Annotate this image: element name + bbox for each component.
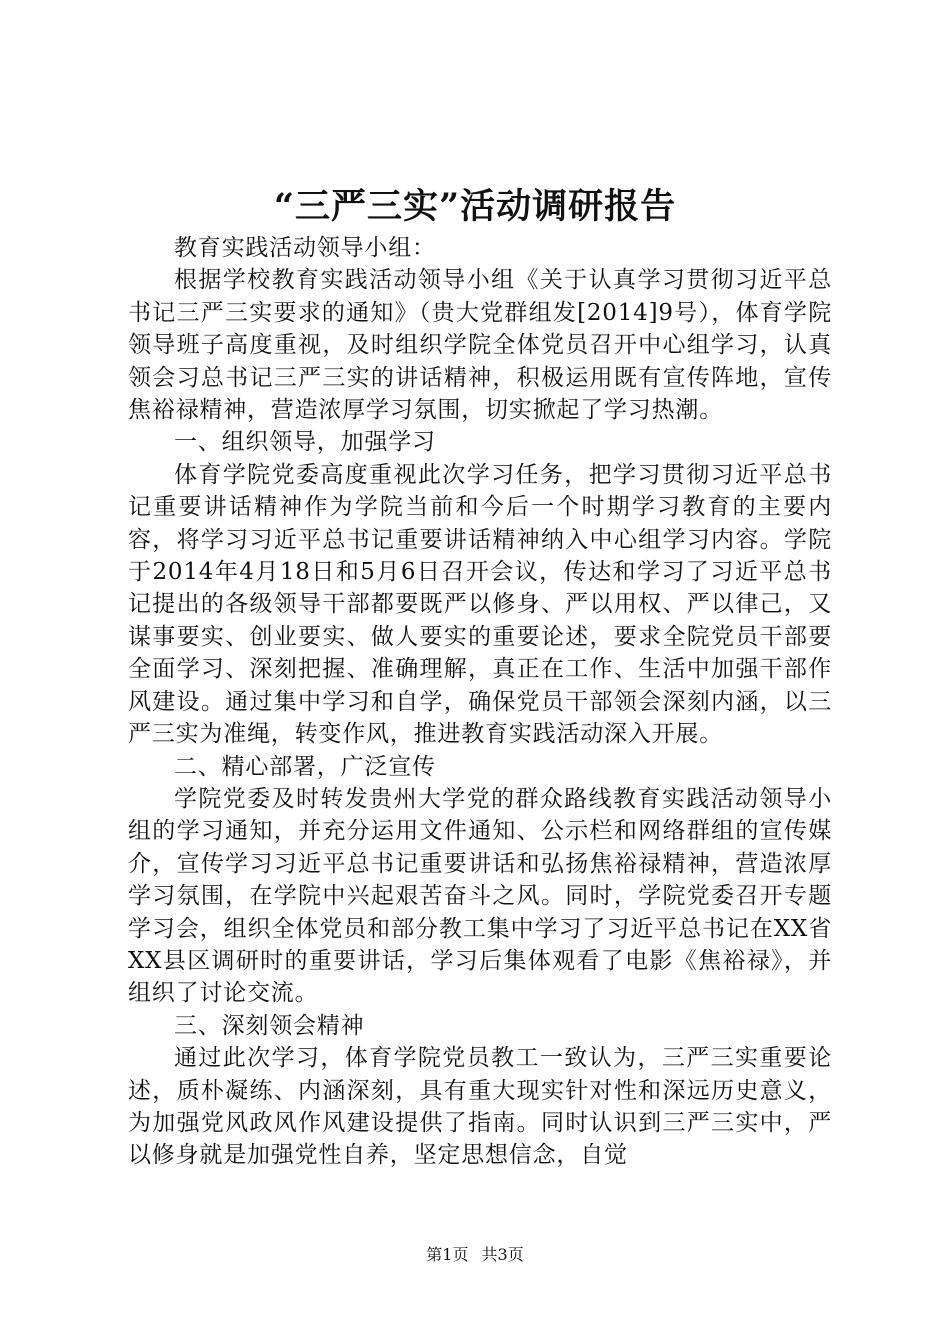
paragraph-section-1: 体育学院党委高度重视此次学习任务，把学习贯彻习近平总书记重要讲话精神作为学院当前和今后一个时期学习教育的主要内容，将学习习近平总书记重要讲话精神纳入中心组学习内容。学院于2014年4月18日和5月6日召开会议，传达和学习了习近平总书记提出的各级领导干部都要既严以修身、严以用权、严以律己，又谋事要实、创业要实、做人要实的重要论述，要求全院党员干部要全面学习、深刻把握、准确理解，真正在工作、生活中加强干部作风建设。通过集中学习和自学，确保党员干部领会深刻内涵，以三严三实为准绳，转变作风，推进教育实践活动深入开展。 (128, 461, 832, 748)
page-number: 第1页 (426, 1245, 469, 1264)
section-heading-1: 一、组织领导，加强学习 (174, 429, 436, 456)
section-heading-2: 二、精心部署，广泛宣传 (174, 753, 436, 780)
page-total: 共3页 (481, 1245, 524, 1264)
section-heading-3: 三、深刻领会精神 (174, 1012, 365, 1039)
paragraph-intro: 根据学校教育实践活动领导小组《关于认真学习贯彻习近平总书记三严三实要求的通知》（贵大党群组发[2014]9号），体育学院领导班子高度重视，及时组织学院全体党员召开中心组学习，认真领会习总书记三严三实的讲话精神，积极运用既有宣传阵地，宣传焦裕禄精神，营造浓厚学习氛围，切实掀起了学习热潮。 (128, 267, 832, 424)
paragraph-salutation: 教育实践活动领导小组： (174, 235, 436, 261)
page-footer (0, 1244, 950, 1266)
paragraph-section-3: 通过此次学习，体育学院党员教工一致认为，三严三实重要论述，质朴凝练、内涵深刻，具有重大现实针对性和深远历史意义，为加强党风政风作风建设提供了指南。同时认识到三严三实中，严以修身就是加强党性自养，坚定思想信念，自觉 (128, 1045, 832, 1169)
paragraph-section-2: 学院党委及时转发贵州大学党的群众路线教育实践活动领导小组的学习通知，并充分运用文件通知、公示栏和网络群组的宣传媒介，宣传学习习近平总书记重要讲话和弘扬焦裕禄精神，营造浓厚学习氛围，在学院中兴起艰苦奋斗之风。同时，学院党委召开专题学习会，组织全体党员和部分教工集中学习了习近平总书记在XX省XX县区调研时的重要讲话，学习后集体观看了电影《焦裕禄》，并组织了讨论交流。 (128, 785, 832, 1007)
document-body (128, 232, 832, 1172)
document-title: “三严三实”活动调研报告 (273, 186, 677, 227)
